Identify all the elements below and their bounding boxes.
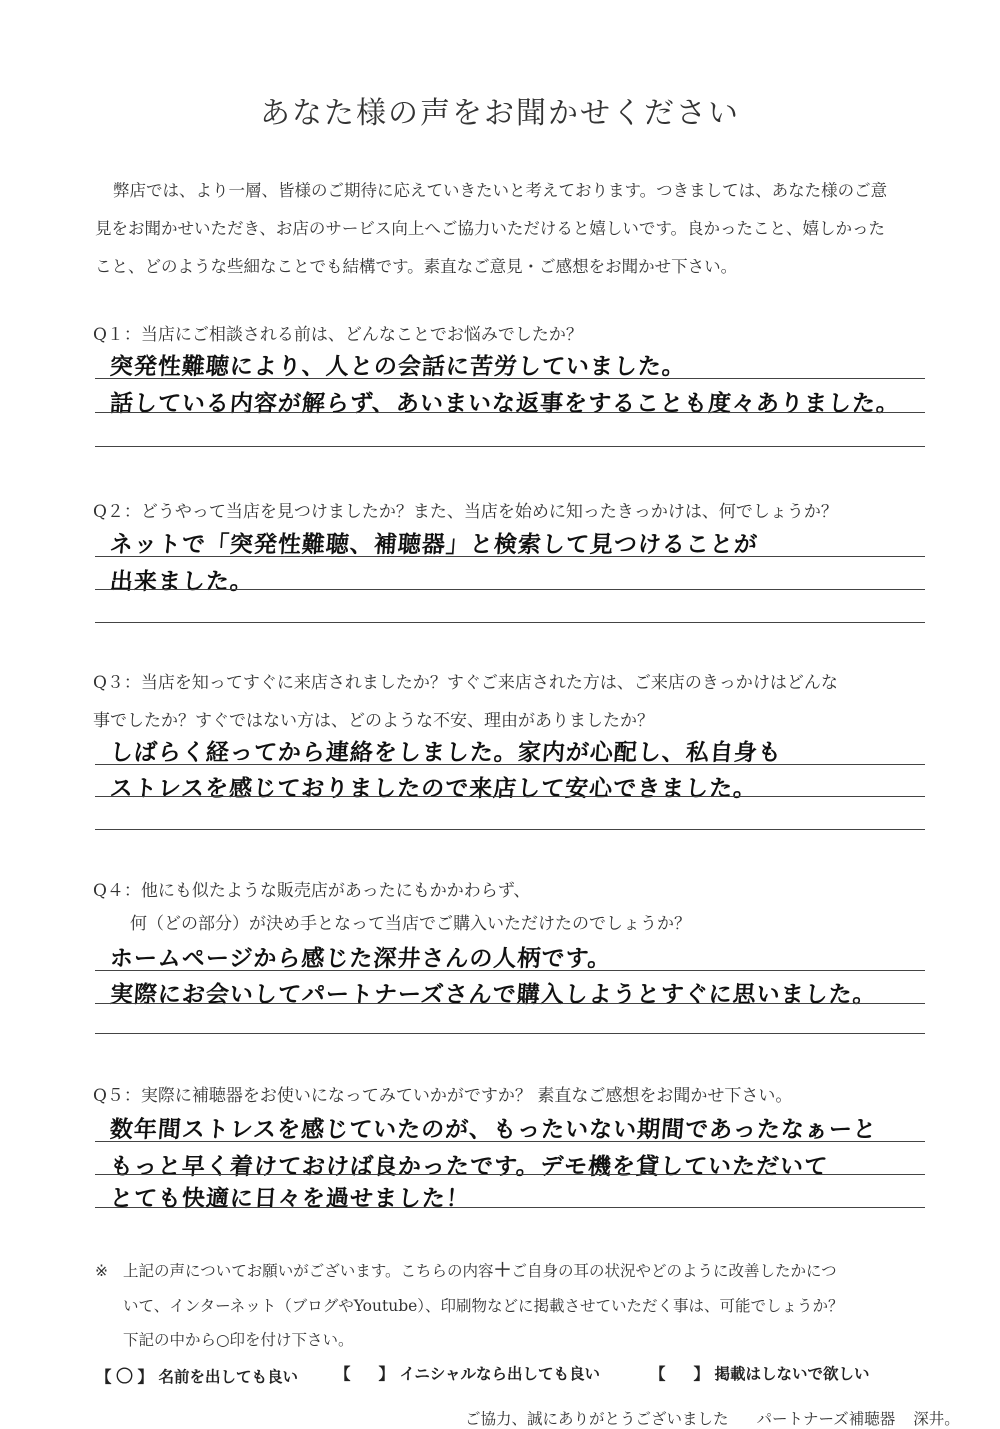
note-text: 上記の声についてお願いがございます。こちらの内容 (123, 1262, 494, 1280)
question-3-line-1: Q３：当店を知ってすぐに来店されましたか？すぐご来店された方は、ご来店のきっかけはどんな (93, 673, 838, 693)
answer-rule (95, 622, 925, 623)
answer-4-line-2: 実際にお会いしてパートナーズさんで購入しようとすぐに思いました。 (108, 982, 878, 1008)
bracket-close: 】 (693, 1365, 710, 1383)
question-2: Q２：どうやって当店を見つけましたか？また、当店を始めに知ったきっかけは、何でしょうか？ (93, 502, 838, 522)
answer-2-line-2: 出来ました。 (108, 569, 255, 595)
page-title: あなた様の声をお聞かせください (260, 96, 740, 131)
answer-5-line-2: もっと早く着けておけば良かったです。デモ機を貸していただいて (108, 1154, 829, 1180)
question-1: Q１：当店にご相談される前は、どんなことでお悩みでしたか？ (93, 325, 583, 345)
note-line-3: 下記の中から○印を付け下さい。 (123, 1331, 354, 1349)
answer-rule (95, 1207, 925, 1208)
answer-rule (95, 1033, 925, 1034)
intro-paragraph (95, 172, 930, 286)
answer-rule (95, 1003, 925, 1004)
shop-name: パートナーズ補聴器 (756, 1410, 896, 1428)
answer-rule (95, 556, 925, 557)
answer-rule (95, 1174, 925, 1175)
option-no-publish[interactable] (650, 1362, 869, 1384)
option-name-ok[interactable] (96, 1362, 298, 1387)
note-line-2: いて、インターネット（ブログやYoutube）、印刷物などに掲載させていただく事は、可能でしょうか？ (123, 1297, 844, 1315)
answer-rule (95, 589, 925, 590)
answer-rule (95, 378, 925, 379)
answer-rule (95, 796, 925, 797)
circle-mark: 〇 (116, 1367, 134, 1387)
answer-rule (95, 412, 925, 413)
answer-4-line-1: ホームページから感じた深井さんの人柄です。 (108, 946, 613, 972)
question-5: Q５：実際に補聴器をお使いになってみていかがですか？ 素直なご感想をお聞かせ下さい。 (93, 1086, 793, 1106)
intro-line: こと、どのような些細なことでも結構です。素直なご意見・ご感想をお聞かせ下さい。 (95, 257, 738, 276)
bracket-close: 】 (378, 1365, 395, 1383)
answer-rule (95, 829, 925, 830)
bracket-open: 【 (650, 1365, 666, 1383)
staff-name: 深井。 (913, 1410, 960, 1428)
note-line-1 (95, 1256, 935, 1282)
intro-line: 見をお聞かせいただき、お店のサービス向上へご協力いただけると嬉しいです。良かったこと、嬉しかった (95, 219, 886, 238)
note-mark: ※ (95, 1262, 108, 1280)
option-label: イニシャルなら出しても良い (399, 1365, 601, 1383)
bracket-close: 】 (137, 1368, 154, 1386)
question-4-line-1: Q４：他にも似たような販売店があったにもかかわらず、 (93, 881, 531, 901)
option-label: 名前を出しても良い (158, 1368, 298, 1386)
option-initials-ok[interactable] (335, 1362, 600, 1384)
answer-1-line-1: 突発性難聴により、人との会話に苦労していました。 (108, 354, 687, 380)
plus-icon: ＋ (493, 1260, 512, 1281)
question-3-line-2: 事でしたか？すぐではない方は、どのような不安、理由がありましたか？ (93, 711, 654, 731)
option-label: 掲載はしないで欲しい (714, 1365, 870, 1383)
intro-line: 弊店では、より一層、皆様のご期待に応えていきたいと考えております。つきましては、あなた様のご意 (113, 181, 888, 200)
answer-2-line-1: ネットで「突発性難聴、補聴器」と検索して見つけることが (108, 532, 759, 558)
answer-rule (95, 970, 925, 971)
answer-rule (95, 446, 925, 447)
thanks-message: ご協力、誠にありがとうございました (465, 1410, 729, 1428)
answer-rule (95, 764, 925, 765)
answer-1-line-2: 話している内容が解らず、あいまいな返事をすることも度々ありました。 (108, 391, 901, 417)
answer-3-line-1: しばらく経ってから連絡をしました。家内が心配し、私自身も (108, 740, 783, 766)
bracket-open: 【 (335, 1365, 351, 1383)
note-text: ご自身の耳の状況やどのように改善したかにつ (511, 1262, 837, 1280)
answer-rule (95, 1141, 925, 1142)
answer-5-line-3: とても快適に日々を過せました！ (108, 1186, 471, 1212)
bracket-open: 【 (96, 1368, 112, 1386)
answer-5-line-1: 数年間ストレスを感じていたのが、もったいない期間であったなぁーと (108, 1117, 878, 1143)
question-4-line-2: 何（どの部分）が決め手となって当店でご購入いただけたのでしょうか？ (130, 914, 691, 934)
answer-3-line-2: ストレスを感じておりましたので来店して安心できました。 (108, 776, 759, 802)
